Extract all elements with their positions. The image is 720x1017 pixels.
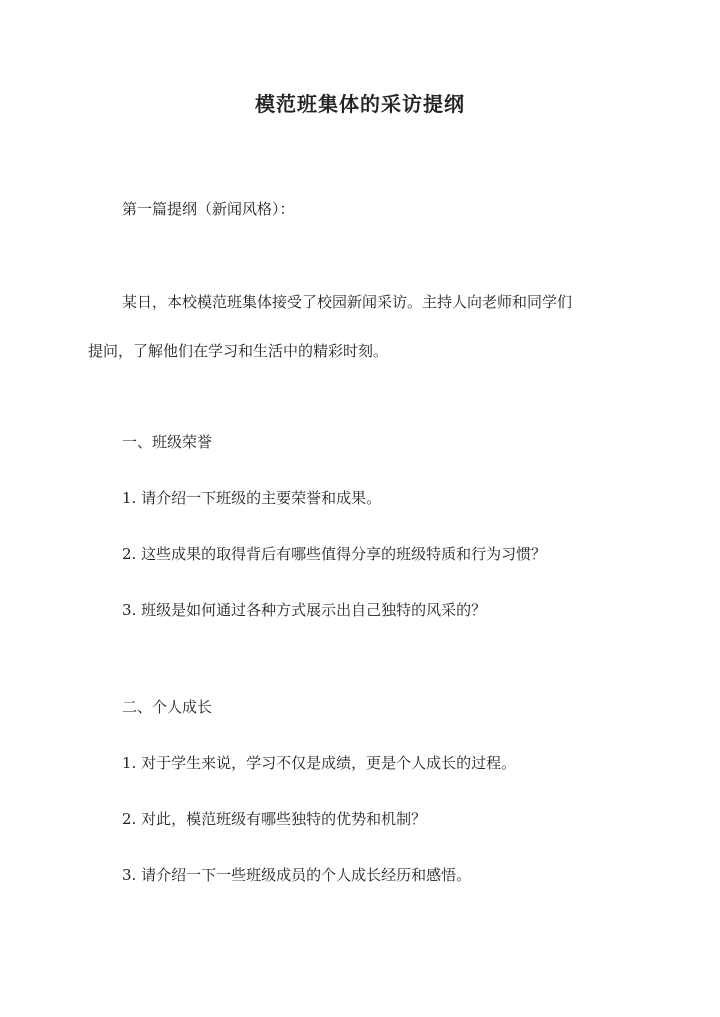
list-item: 1. 对于学生来说，学习不仅是成绩，更是个人成长的过程。 <box>122 754 517 772</box>
list-item: 1. 请介绍一下班级的主要荣誉和成果。 <box>122 489 382 507</box>
outline-subtitle: 第一篇提纲（新闻风格）： <box>122 200 295 218</box>
list-item: 2. 对此，模范班级有哪些独特的优势和机制？ <box>122 810 427 828</box>
list-item: 2. 这些成果的取得背后有哪些值得分享的班级特质和行为习惯？ <box>122 545 547 563</box>
list-item: 3. 请介绍一下一些班级成员的个人成长经历和感悟。 <box>122 866 472 884</box>
section-heading-honor: 一、班级荣誉 <box>122 433 213 451</box>
list-item: 3. 班级是如何通过各种方式展示出自己独特的风采的？ <box>122 601 487 619</box>
intro-line-1: 某日，本校模范班集体接受了校园新闻采访。主持人向老师和同学们 <box>122 293 573 311</box>
section-heading-growth: 二、个人成长 <box>122 698 213 716</box>
intro-line-2: 提问，了解他们在学习和生活中的精彩时刻。 <box>88 342 389 360</box>
document-title: 模范班集体的采访提纲 <box>255 92 465 116</box>
